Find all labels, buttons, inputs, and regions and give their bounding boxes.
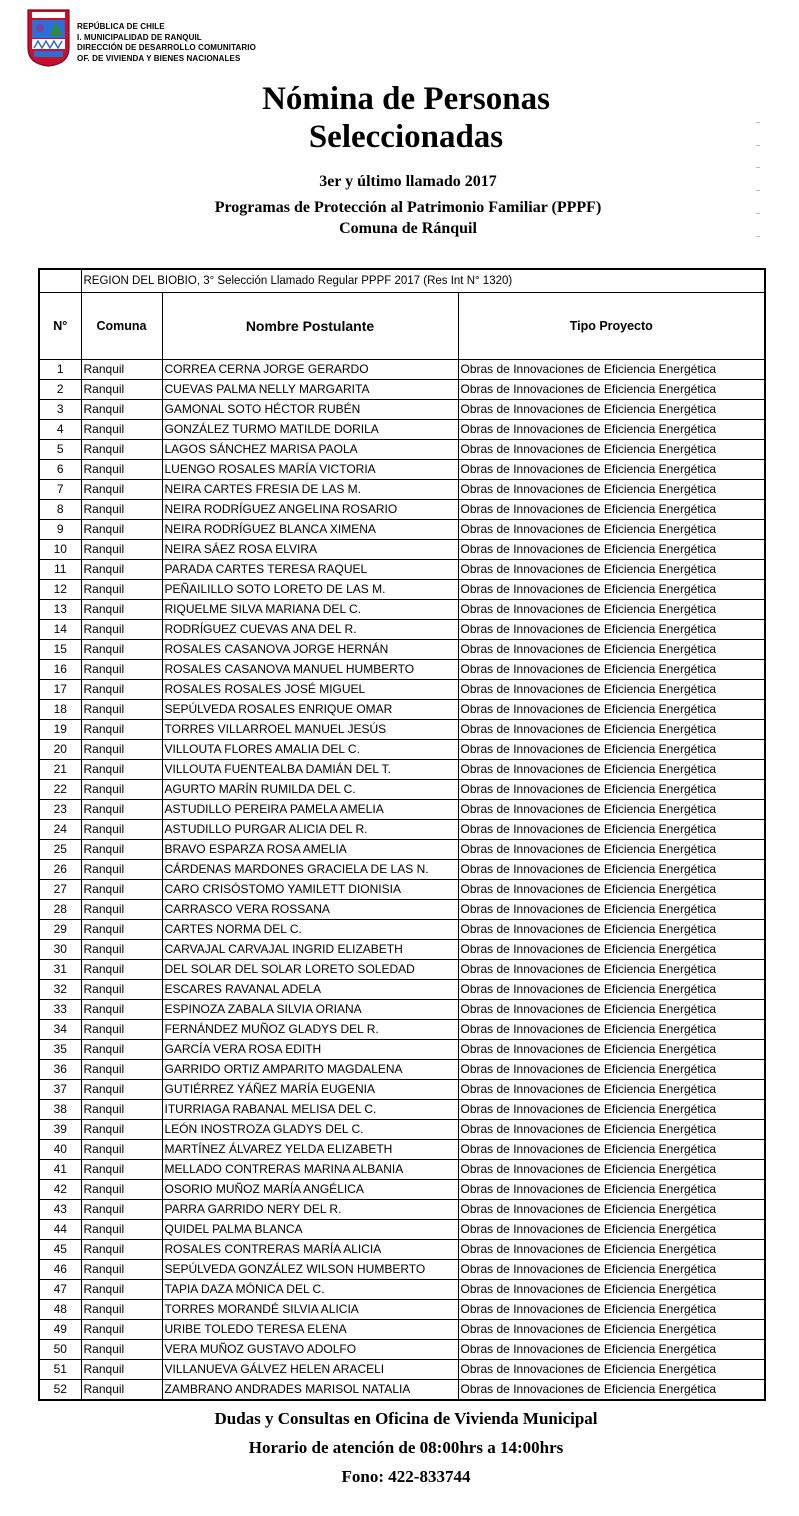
row-project-type: Obras de Innovaciones de Eficiencia Energética [458,580,765,600]
row-applicant-name: PARADA CARTES TERESA RAQUEL [162,560,458,580]
row-applicant-name: TORRES MORANDÉ SILVIA ALICIA [162,1300,458,1320]
row-project-type: Obras de Innovaciones de Eficiencia Energética [458,600,765,620]
row-project-type: Obras de Innovaciones de Eficiencia Energética [458,1280,765,1300]
table-row [39,680,765,700]
row-applicant-name: URIBE TOLEDO TERESA ELENA [162,1320,458,1340]
table-row [39,1220,765,1240]
row-commune: Ranquil [81,660,162,680]
row-number: 34 [39,1020,81,1040]
municipality-crest-logo [26,8,71,68]
table-row [39,980,765,1000]
row-commune: Ranquil [81,800,162,820]
table-row [39,900,765,920]
row-number: 49 [39,1320,81,1340]
row-applicant-name: VILLOUTA FUENTEALBA DAMIÁN DEL T. [162,760,458,780]
row-applicant-name: RODRÍGUEZ CUEVAS ANA DEL R. [162,620,458,640]
row-project-type: Obras de Innovaciones de Eficiencia Energética [458,1080,765,1100]
row-applicant-name: ROSALES CASANOVA JORGE HERNÁN [162,640,458,660]
table-row [39,380,765,400]
row-project-type: Obras de Innovaciones de Eficiencia Energética [458,1260,765,1280]
row-commune: Ranquil [81,1080,162,1100]
row-number: 43 [39,1200,81,1220]
table-row [39,1320,765,1340]
table-row [39,400,765,420]
row-project-type: Obras de Innovaciones de Eficiencia Energética [458,960,765,980]
row-number: 10 [39,540,81,560]
footer-inquiries: Dudas y Consultas en Oficina de Vivienda Municipal [214,1409,598,1428]
row-project-type: Obras de Innovaciones de Eficiencia Energética [458,820,765,840]
row-commune: Ranquil [81,620,162,640]
row-number: 47 [39,1280,81,1300]
table-row [39,1120,765,1140]
table-row [39,860,765,880]
row-applicant-name: ROSALES ROSALES JOSÉ MIGUEL [162,680,458,700]
table-row [39,1280,765,1300]
row-commune: Ranquil [81,540,162,560]
row-project-type: Obras de Innovaciones de Eficiencia Energética [458,980,765,1000]
table-row [39,1180,765,1200]
row-commune: Ranquil [81,1140,162,1160]
row-number: 42 [39,1180,81,1200]
document-title [0,80,799,156]
row-applicant-name: VERA MUÑOZ GUSTAVO ADOLFO [162,1340,458,1360]
row-project-type: Obras de Innovaciones de Eficiencia Energética [458,1360,765,1380]
margin-tick [756,145,760,146]
row-commune: Ranquil [81,920,162,940]
row-project-type: Obras de Innovaciones de Eficiencia Energética [458,1020,765,1040]
table-row [39,480,765,500]
row-project-type: Obras de Innovaciones de Eficiencia Energética [458,740,765,760]
table-row [39,780,765,800]
row-number: 13 [39,600,81,620]
table-row [39,1040,765,1060]
row-commune: Ranquil [81,760,162,780]
row-commune: Ranquil [81,400,162,420]
row-applicant-name: QUIDEL PALMA BLANCA [162,1220,458,1240]
row-project-type: Obras de Innovaciones de Eficiencia Energética [458,680,765,700]
row-number: 38 [39,1100,81,1120]
row-applicant-name: ZAMBRANO ANDRADES MARISOL NATALIA [162,1380,458,1401]
row-number: 36 [39,1060,81,1080]
row-project-type: Obras de Innovaciones de Eficiencia Energética [458,760,765,780]
row-number: 14 [39,620,81,640]
row-applicant-name: GONZÁLEZ TURMO MATILDE DORILA [162,420,458,440]
column-header-project-type: Tipo Proyecto [458,293,765,360]
row-applicant-name: CARRASCO VERA ROSSANA [162,900,458,920]
row-applicant-name: NEIRA SÁEZ ROSA ELVIRA [162,540,458,560]
table-row [39,1060,765,1080]
row-applicant-name: PEÑAILILLO SOTO LORETO DE LAS M. [162,580,458,600]
row-number: 2 [39,380,81,400]
row-project-type: Obras de Innovaciones de Eficiencia Energética [458,1300,765,1320]
row-number: 15 [39,640,81,660]
table-row [39,880,765,900]
row-commune: Ranquil [81,1300,162,1320]
row-applicant-name: CARO CRISÓSTOMO YAMILETT DIONISIA [162,880,458,900]
row-commune: Ranquil [81,480,162,500]
table-row [39,420,765,440]
row-applicant-name: ROSALES CASANOVA MANUEL HUMBERTO [162,660,458,680]
row-applicant-name: BRAVO ESPARZA ROSA AMELIA [162,840,458,860]
row-commune: Ranquil [81,600,162,620]
row-number: 35 [39,1040,81,1060]
row-commune: Ranquil [81,1340,162,1360]
row-number: 31 [39,960,81,980]
row-number: 20 [39,740,81,760]
row-commune: Ranquil [81,1280,162,1300]
region-caption: REGION DEL BIOBIO, 3° Selección Llamado Regular PPPF 2017 (Res Int N° 1320) [81,269,765,293]
row-commune: Ranquil [81,1040,162,1060]
table-row [39,920,765,940]
table-row [39,640,765,660]
row-commune: Ranquil [81,860,162,880]
row-project-type: Obras de Innovaciones de Eficiencia Energética [458,1240,765,1260]
row-commune: Ranquil [81,840,162,860]
margin-tick [756,190,760,191]
row-applicant-name: CARVAJAL CARVAJAL INGRID ELIZABETH [162,940,458,960]
row-project-type: Obras de Innovaciones de Eficiencia Energética [458,1320,765,1340]
table-header-row [39,293,765,360]
row-commune: Ranquil [81,1100,162,1120]
row-applicant-name: LUENGO ROSALES MARÍA VICTORIA [162,460,458,480]
table-row [39,1000,765,1020]
table-row [39,1160,765,1180]
margin-tick [756,167,760,168]
row-number: 51 [39,1360,81,1380]
row-project-type: Obras de Innovaciones de Eficiencia Energética [458,1380,765,1401]
row-project-type: Obras de Innovaciones de Eficiencia Energética [458,880,765,900]
program-subtitle: Programas de Protección al Patrimonio Familiar (PPPF) [214,199,602,216]
row-applicant-name: SEPÚLVEDA GONZÁLEZ WILSON HUMBERTO [162,1260,458,1280]
row-number: 23 [39,800,81,820]
table-row [39,1360,765,1380]
row-commune: Ranquil [81,1200,162,1220]
margin-tick [756,236,760,237]
row-project-type: Obras de Innovaciones de Eficiencia Energética [458,1120,765,1140]
table-row [39,440,765,460]
row-applicant-name: MARTÍNEZ ÁLVAREZ YELDA ELIZABETH [162,1140,458,1160]
title-line-2: Seleccionadas [308,119,504,155]
row-commune: Ranquil [81,1240,162,1260]
row-project-type: Obras de Innovaciones de Eficiencia Energética [458,540,765,560]
row-commune: Ranquil [81,500,162,520]
row-commune: Ranquil [81,1120,162,1140]
row-number: 19 [39,720,81,740]
call-subtitle: 3er y último llamado 2017 [319,173,497,190]
row-project-type: Obras de Innovaciones de Eficiencia Energética [458,440,765,460]
row-applicant-name: LAGOS SÁNCHEZ MARISA PAOLA [162,440,458,460]
row-number: 26 [39,860,81,880]
row-applicant-name: GAMONAL SOTO HÉCTOR RUBÉN [162,400,458,420]
row-applicant-name: LEÓN INOSTROZA GLADYS DEL C. [162,1120,458,1140]
row-project-type: Obras de Innovaciones de Eficiencia Energética [458,720,765,740]
row-applicant-name: NEIRA RODRÍGUEZ ANGELINA ROSARIO [162,500,458,520]
commune-subtitle: Comuna de Ránquil [339,220,477,237]
row-project-type: Obras de Innovaciones de Eficiencia Energética [458,480,765,500]
table-row [39,1240,765,1260]
row-applicant-name: MELLADO CONTRERAS MARINA ALBANIA [162,1160,458,1180]
row-project-type: Obras de Innovaciones de Eficiencia Energética [458,1060,765,1080]
row-project-type: Obras de Innovaciones de Eficiencia Energética [458,1140,765,1160]
row-number: 17 [39,680,81,700]
row-number: 30 [39,940,81,960]
table-row [39,1140,765,1160]
row-number: 8 [39,500,81,520]
row-number: 12 [39,580,81,600]
row-commune: Ranquil [81,900,162,920]
row-project-type: Obras de Innovaciones de Eficiencia Energética [458,1100,765,1120]
row-applicant-name: NEIRA RODRÍGUEZ BLANCA XIMENA [162,520,458,540]
row-project-type: Obras de Innovaciones de Eficiencia Energética [458,920,765,940]
row-applicant-name: RIQUELME SILVA MARIANA DEL C. [162,600,458,620]
row-applicant-name: FERNÁNDEZ MUÑOZ GLADYS DEL R. [162,1020,458,1040]
title-line-1: Nómina de Personas [262,81,550,117]
org-line-municipality: I. MUNICIPALIDAD DE RANQUIL [77,32,202,42]
row-number: 5 [39,440,81,460]
row-project-type: Obras de Innovaciones de Eficiencia Energética [458,640,765,660]
row-commune: Ranquil [81,1320,162,1340]
table-row [39,560,765,580]
row-number: 11 [39,560,81,580]
row-commune: Ranquil [81,360,162,380]
row-commune: Ranquil [81,1160,162,1180]
row-applicant-name: ITURRIAGA RABANAL MELISA DEL C. [162,1100,458,1120]
region-caption-row [39,269,765,293]
row-number: 4 [39,420,81,440]
organization-lines [77,22,256,64]
row-project-type: Obras de Innovaciones de Eficiencia Energética [458,380,765,400]
row-number: 44 [39,1220,81,1240]
org-line-office: OF. DE VIVIENDA Y BIENES NACIONALES [77,53,241,63]
row-project-type: Obras de Innovaciones de Eficiencia Energética [458,800,765,820]
table-row [39,520,765,540]
table-row [39,940,765,960]
row-number: 21 [39,760,81,780]
row-applicant-name: PARRA GARRIDO NERY DEL R. [162,1200,458,1220]
row-commune: Ranquil [81,1260,162,1280]
row-project-type: Obras de Innovaciones de Eficiencia Energética [458,700,765,720]
row-number: 28 [39,900,81,920]
row-applicant-name: ESPINOZA ZABALA SILVIA ORIANA [162,1000,458,1020]
letterhead [26,8,256,70]
table-row [39,660,765,680]
row-number: 24 [39,820,81,840]
row-applicant-name: AGURTO MARÍN RUMILDA DEL C. [162,780,458,800]
footer-office-hours: Horario de atención de 08:00hrs a 14:00hrs [248,1438,564,1457]
row-project-type: Obras de Innovaciones de Eficiencia Energética [458,620,765,640]
selected-persons-table [38,268,766,1401]
row-project-type: Obras de Innovaciones de Eficiencia Energética [458,1040,765,1060]
margin-tick [756,213,760,214]
row-project-type: Obras de Innovaciones de Eficiencia Energética [458,780,765,800]
table-row [39,600,765,620]
row-project-type: Obras de Innovaciones de Eficiencia Energética [458,1160,765,1180]
table-row [39,460,765,480]
row-applicant-name: ASTUDILLO PEREIRA PAMELA AMELIA [162,800,458,820]
row-number: 6 [39,460,81,480]
column-header-number: N° [39,293,81,360]
row-commune: Ranquil [81,640,162,660]
row-applicant-name: OSORIO MUÑOZ MARÍA ANGÉLICA [162,1180,458,1200]
row-number: 1 [39,360,81,380]
row-number: 25 [39,840,81,860]
row-commune: Ranquil [81,740,162,760]
row-number: 27 [39,880,81,900]
row-applicant-name: VILLANUEVA GÁLVEZ HELEN ARACELI [162,1360,458,1380]
row-commune: Ranquil [81,1060,162,1080]
row-number: 22 [39,780,81,800]
row-applicant-name: CÁRDENAS MARDONES GRACIELA DE LAS N. [162,860,458,880]
row-commune: Ranquil [81,960,162,980]
table-row [39,700,765,720]
row-applicant-name: GARRIDO ORTIZ AMPARITO MAGDALENA [162,1060,458,1080]
row-commune: Ranquil [81,380,162,400]
row-number: 9 [39,520,81,540]
row-number: 32 [39,980,81,1000]
table-row [39,820,765,840]
margin-tick [756,122,760,123]
row-commune: Ranquil [81,520,162,540]
row-applicant-name: CARTES NORMA DEL C. [162,920,458,940]
row-number: 29 [39,920,81,940]
row-applicant-name: SEPÚLVEDA ROSALES ENRIQUE OMAR [162,700,458,720]
row-number: 18 [39,700,81,720]
table-row [39,540,765,560]
row-project-type: Obras de Innovaciones de Eficiencia Energética [458,500,765,520]
row-applicant-name: TORRES VILLARROEL MANUEL JESÚS [162,720,458,740]
table-row [39,1380,765,1401]
row-number: 46 [39,1260,81,1280]
row-commune: Ranquil [81,1380,162,1401]
org-line-direction: DIRECCIÓN DE DESARROLLO COMUNITARIO [77,43,256,52]
row-commune: Ranquil [81,1180,162,1200]
row-number: 3 [39,400,81,420]
row-commune: Ranquil [81,700,162,720]
table-row [39,1080,765,1100]
row-number: 41 [39,1160,81,1180]
row-commune: Ranquil [81,420,162,440]
row-commune: Ranquil [81,780,162,800]
row-commune: Ranquil [81,460,162,480]
row-number: 40 [39,1140,81,1160]
org-line-country: REPÚBLICA DE CHILE [77,22,165,31]
row-applicant-name: ESCARES RAVANAL ADELA [162,980,458,1000]
row-commune: Ranquil [81,980,162,1000]
row-project-type: Obras de Innovaciones de Eficiencia Energética [458,940,765,960]
row-project-type: Obras de Innovaciones de Eficiencia Energética [458,900,765,920]
table-row [39,1020,765,1040]
row-commune: Ranquil [81,680,162,700]
row-commune: Ranquil [81,1000,162,1020]
row-project-type: Obras de Innovaciones de Eficiencia Energética [458,360,765,380]
row-commune: Ranquil [81,560,162,580]
row-commune: Ranquil [81,720,162,740]
table-row [39,1300,765,1320]
row-number: 52 [39,1380,81,1401]
table-row [39,1100,765,1120]
row-commune: Ranquil [81,1220,162,1240]
row-project-type: Obras de Innovaciones de Eficiencia Energética [458,520,765,540]
column-header-applicant-name: Nombre Postulante [162,293,458,360]
table-row [39,1200,765,1220]
table-row [39,1340,765,1360]
row-commune: Ranquil [81,1020,162,1040]
row-applicant-name: CUEVAS PALMA NELLY MARGARITA [162,380,458,400]
row-commune: Ranquil [81,940,162,960]
row-applicant-name: CORREA CERNA JORGE GERARDO [162,360,458,380]
row-number: 37 [39,1080,81,1100]
table-row [39,760,765,780]
table-row [39,840,765,860]
row-commune: Ranquil [81,820,162,840]
row-applicant-name: VILLOUTA FLORES AMALIA DEL C. [162,740,458,760]
table-row [39,800,765,820]
row-project-type: Obras de Innovaciones de Eficiencia Energética [458,420,765,440]
row-applicant-name: GARCÍA VERA ROSA EDITH [162,1040,458,1060]
row-project-type: Obras de Innovaciones de Eficiencia Energética [458,460,765,480]
row-applicant-name: TAPIA DAZA MÓNICA DEL C. [162,1280,458,1300]
row-project-type: Obras de Innovaciones de Eficiencia Energética [458,1220,765,1240]
row-applicant-name: ROSALES CONTRERAS MARÍA ALICIA [162,1240,458,1260]
row-project-type: Obras de Innovaciones de Eficiencia Energética [458,1340,765,1360]
row-project-type: Obras de Innovaciones de Eficiencia Energética [458,1200,765,1220]
row-commune: Ranquil [81,1360,162,1380]
row-number: 39 [39,1120,81,1140]
row-number: 48 [39,1300,81,1320]
row-project-type: Obras de Innovaciones de Eficiencia Energética [458,400,765,420]
column-header-commune: Comuna [81,293,162,360]
table-row [39,580,765,600]
region-caption-spacer [39,269,81,293]
table-row [39,740,765,760]
row-commune: Ranquil [81,880,162,900]
row-applicant-name: ASTUDILLO PURGAR ALICIA DEL R. [162,820,458,840]
row-project-type: Obras de Innovaciones de Eficiencia Energética [458,560,765,580]
table-row [39,960,765,980]
row-project-type: Obras de Innovaciones de Eficiencia Energética [458,660,765,680]
footer-phone: Fono: 422-833744 [341,1467,471,1486]
table-row [39,500,765,520]
table-row [39,720,765,740]
row-commune: Ranquil [81,440,162,460]
row-number: 7 [39,480,81,500]
row-applicant-name: NEIRA CARTES FRESIA DE LAS M. [162,480,458,500]
row-commune: Ranquil [81,580,162,600]
row-applicant-name: DEL SOLAR DEL SOLAR LORETO SOLEDAD [162,960,458,980]
row-applicant-name: GUTIÉRREZ YÁÑEZ MARÍA EUGENIA [162,1080,458,1100]
row-number: 33 [39,1000,81,1020]
row-number: 16 [39,660,81,680]
row-number: 45 [39,1240,81,1260]
table-row [39,360,765,380]
row-project-type: Obras de Innovaciones de Eficiencia Energética [458,1180,765,1200]
table-row [39,620,765,640]
row-project-type: Obras de Innovaciones de Eficiencia Energética [458,860,765,880]
table-row [39,1260,765,1280]
row-project-type: Obras de Innovaciones de Eficiencia Energética [458,1000,765,1020]
row-project-type: Obras de Innovaciones de Eficiencia Energética [458,840,765,860]
row-number: 50 [39,1340,81,1360]
